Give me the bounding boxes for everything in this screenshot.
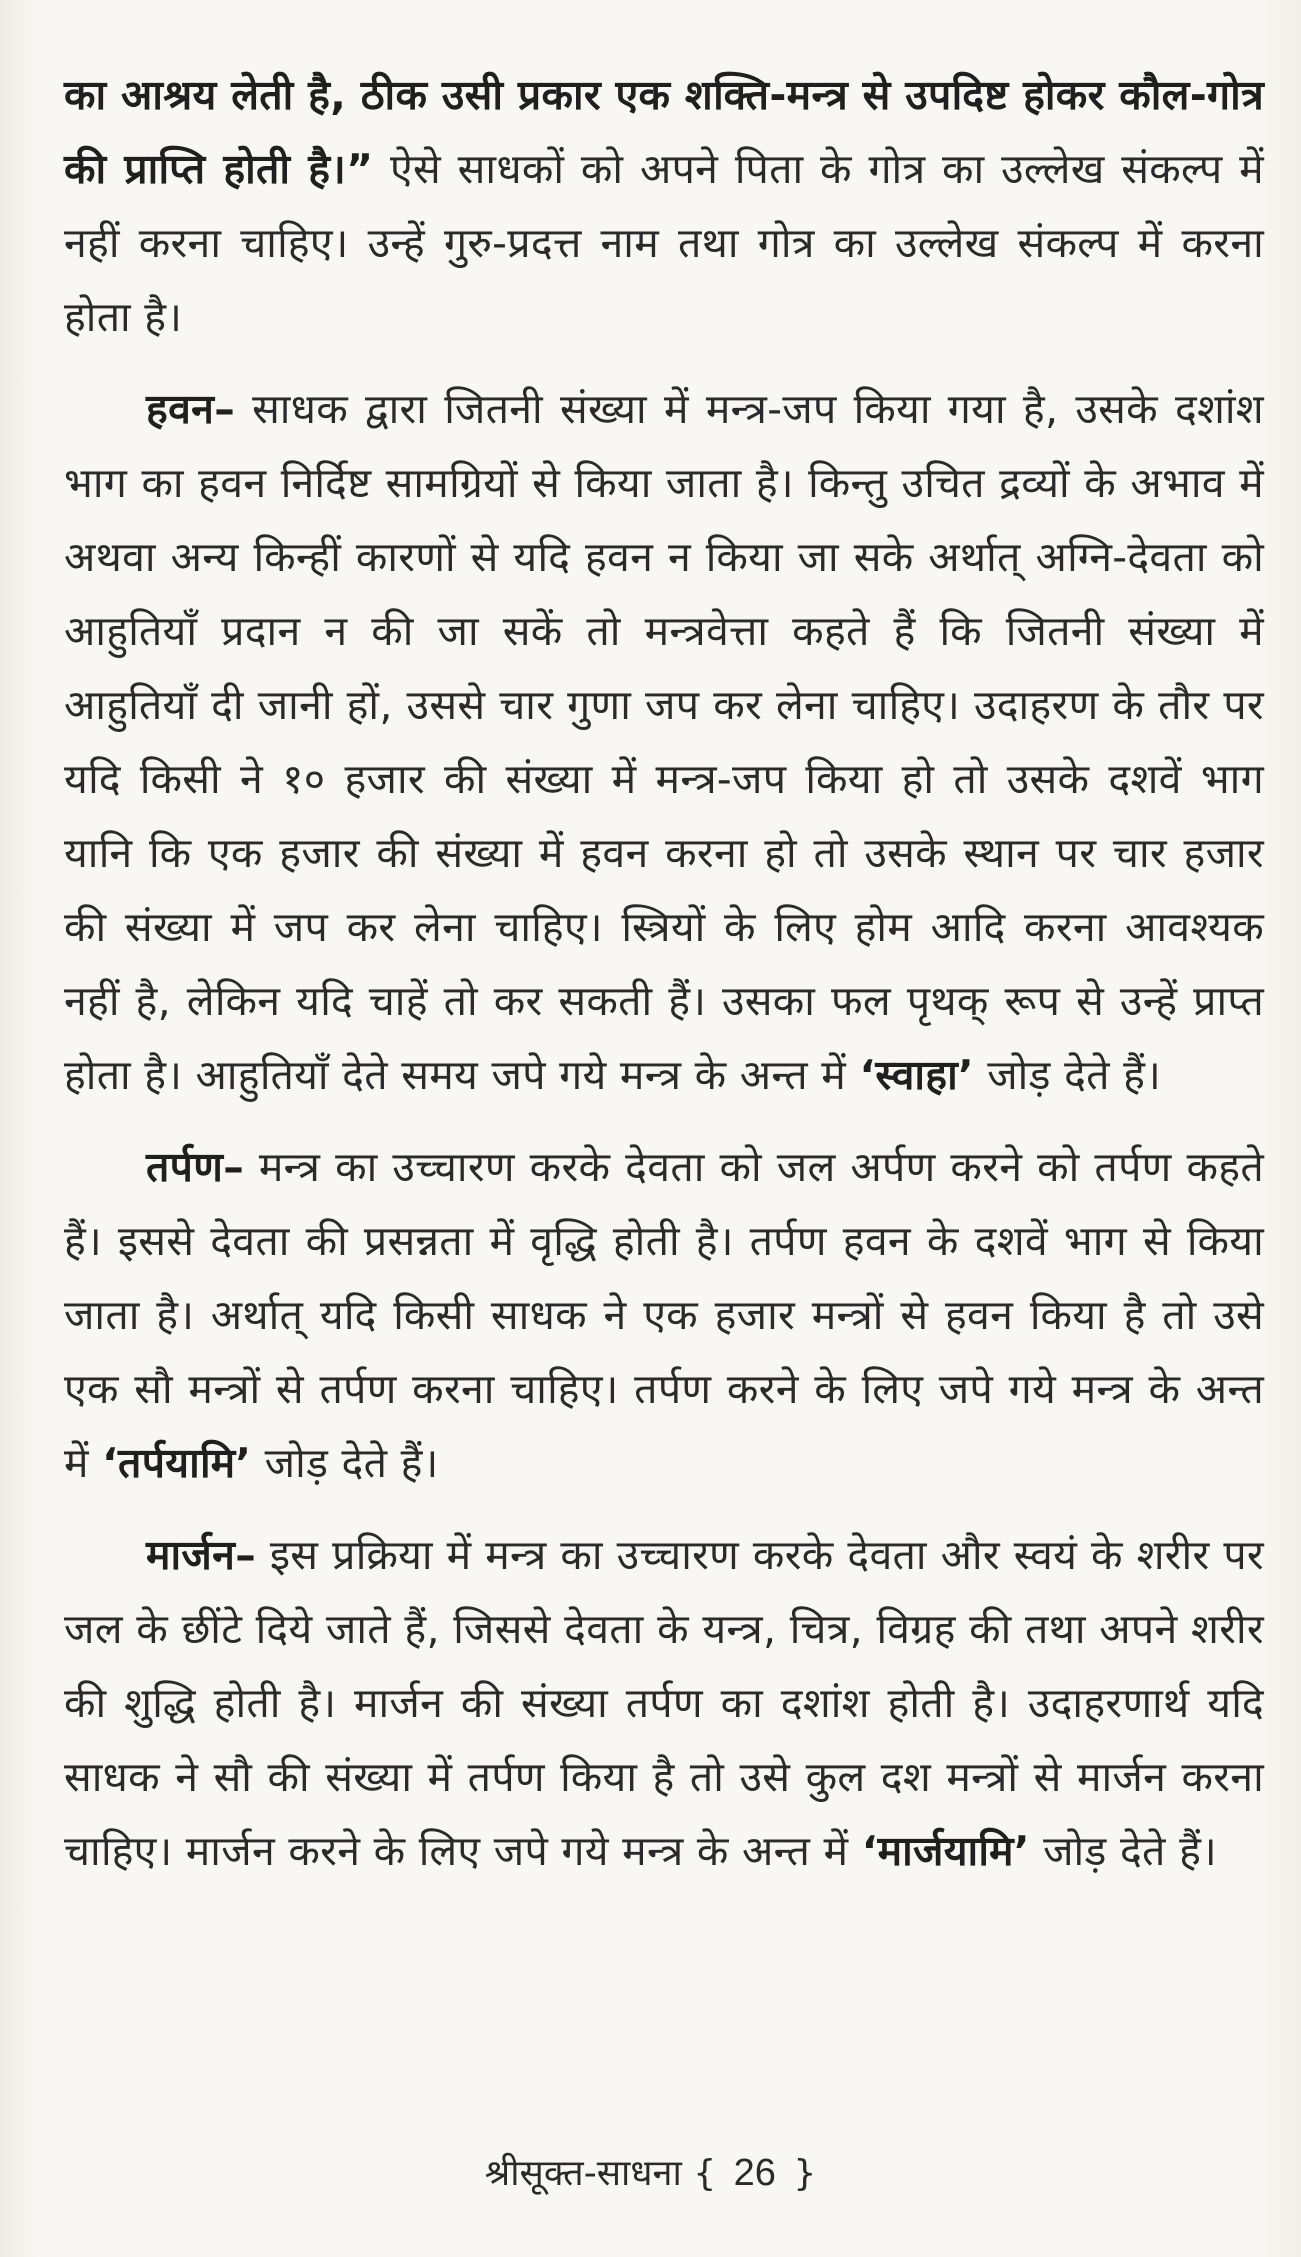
bold-term-marjayami: ‘मार्जयामि’ [861,1827,1030,1875]
book-title: श्रीसूक्त-साधना [484,2153,682,2194]
paragraph-continuation [64,58,1264,354]
paragraph-havan [64,372,1264,1112]
paragraph-text-end: जोड़ देते हैं। [251,1439,439,1487]
bold-quote-text: का आश्रय लेती है, ठीक उसी प्रकार एक शक्ति-मन्त्र से उपदिष्ट होकर कौल-गोत्र की प्राप्ति होती है।” [64,71,1264,193]
paragraph-marjan [64,1518,1264,1888]
section-heading-havan: हवन– [146,385,236,433]
paragraph-text: ऐसे साधकों को अपने पिता के गोत्र का उल्लेख संकल्प में नहीं करना चाहिए। उन्हें गुरु-प्रदत्त नाम तथा गोत्र का उल्लेख संकल्प में करना होता है। [64,145,1264,341]
page-number-close-brace: } [793,2153,817,2194]
paragraph-tarpan [64,1130,1264,1500]
bold-term-swaha: ‘स्वाहा’ [859,1051,974,1099]
paragraph-text: मन्त्र का उच्चारण करके देवता को जल अर्पण करने को तर्पण कहते हैं। इससे देवता की प्रसन्नता में वृद्धि होती है। तर्पण हवन के दशवें भाग से किया जाता है। अर्थात् यदि किसी साधक ने एक हजार मन्त्रों से हवन किया है तो उसे एक सौ मन्त्रों से तर्पण करना चाहिए। तर्पण करने के लिए जपे गये मन्त्र के अन्त में [64,1143,1264,1487]
paragraph-text: साधक द्वारा जितनी संख्या में मन्त्र-जप किया गया है, उसके दशांश भाग का हवन निर्दिष्ट सामग्रियों से किया जाता है। किन्तु उचित द्रव्यों के अभाव में अथवा अन्य किन्हीं कारणों से यदि हवन न किया जा सके अर्थात् अग्नि-देवता को आहुतियाँ प्रदान न की जा सकें तो मन्त्रवेत्ता कहते हैं कि जितनी संख्या में आहुतियाँ दी जानी हों, उससे चार गुणा जप कर लेना चाहिए। उदाहरण के तौर पर यदि किसी ने १० हजार की संख्या में मन्त्र-जप किया हो तो उसके दशवें भाग यानि कि एक हजार की संख्या में हवन करना हो तो उसके स्थान पर चार हजार की संख्या में जप कर लेना चाहिए। स्त्रियों के लिए होम आदि करना आवश्यक नहीं है, लेकिन यदि चाहें तो कर सकती हैं। उसका फल पृथक् रूप से उन्हें प्राप्त होता है। आहुतियाँ देते समय जपे गये मन्त्र के अन्त में [64,385,1264,1099]
paragraph-text: इस प्रक्रिया में मन्त्र का उच्चारण करके देवता और स्वयं के शरीर पर जल के छींटे दिये जाते हैं, जिससे देवता के यन्त्र, चित्र, विग्रह की तथा अपने शरीर की शुद्धि होती है। मार्जन की संख्या तर्पण का दशांश होती है। उदाहरणार्थ यदि साधक ने सौ की संख्या में तर्पण किया है तो उसे कुल दश मन्त्रों से मार्जन करना चाहिए। मार्जन करने के लिए जपे गये मन्त्र के अन्त में [64,1531,1264,1875]
paragraph-text-end: जोड़ देते हैं। [973,1051,1162,1099]
page-footer [0,2148,1301,2199]
section-heading-marjan: मार्जन– [146,1531,257,1579]
page-number: 26 [733,2152,776,2194]
page-number-open-brace: { [693,2153,717,2194]
body-text [64,58,1264,1888]
paragraph-text-end: जोड़ देते हैं। [1029,1827,1217,1875]
bold-term-tarpayami: ‘तर्पयामि’ [102,1439,252,1487]
section-heading-tarpan: तर्पण– [146,1143,245,1191]
